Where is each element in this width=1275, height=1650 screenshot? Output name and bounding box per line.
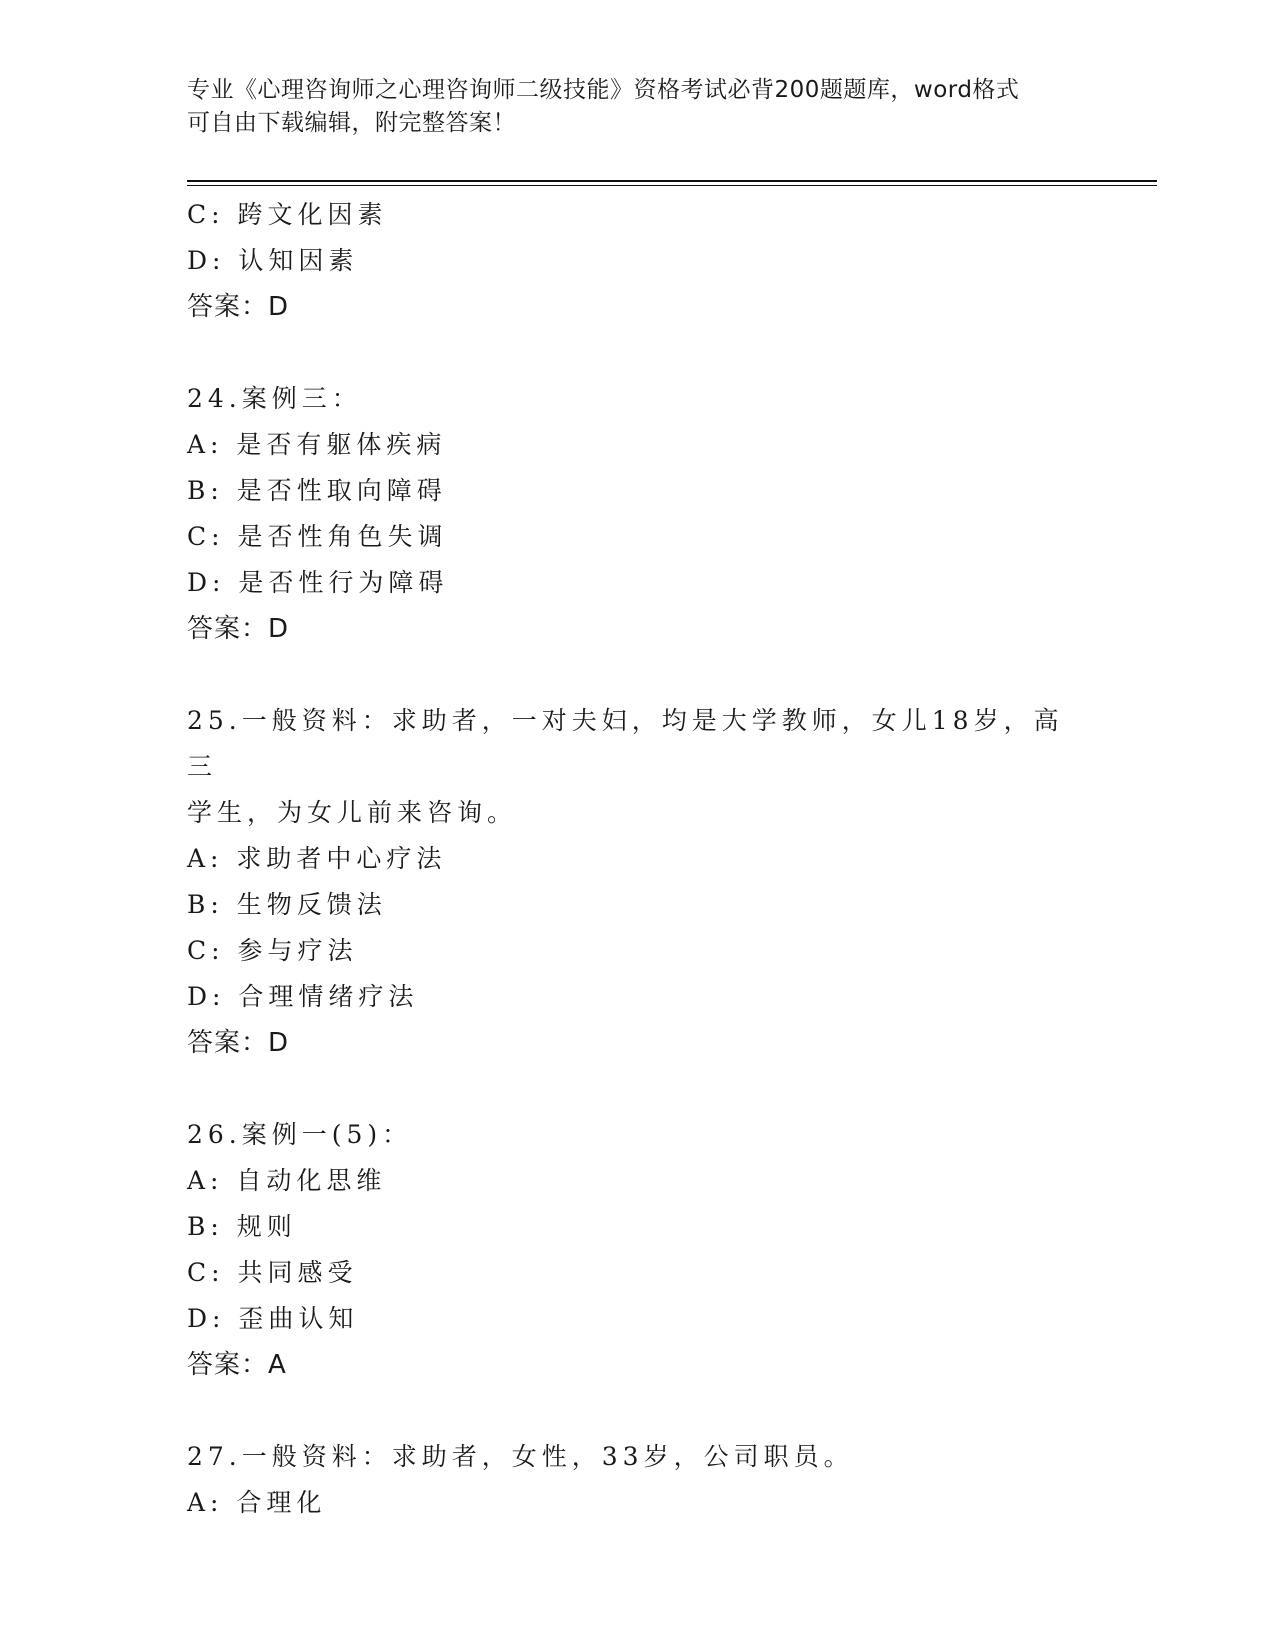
question-27 (187, 1434, 1087, 1526)
spacer (187, 652, 1087, 698)
answer-line: 答案：A (187, 1350, 287, 1380)
option-c: C: 共同感受 (187, 1258, 358, 1287)
option-c: C: 参与疗法 (187, 936, 358, 965)
header-divider-thin (187, 185, 1157, 186)
option-c: C: 跨文化因素 (187, 200, 388, 229)
question-25 (187, 698, 1087, 1066)
option-a: A: 求助者中心疗法 (187, 844, 447, 873)
answer-line: 答案：D (187, 1028, 290, 1058)
option-d: D: 合理情绪疗法 (187, 982, 419, 1011)
header-divider-thick (187, 180, 1157, 182)
spacer (187, 1066, 1087, 1112)
answer-line: 答案：D (187, 292, 290, 322)
option-c: C: 是否性角色失调 (187, 522, 448, 551)
option-b: B: 生物反馈法 (187, 890, 387, 919)
question-stem-line-1: 25.一般资料：求助者，一对夫妇，均是大学教师，女儿18岁，高三 (187, 706, 1064, 781)
header-title-line-1: 专业《心理咨询师之心理咨询师二级技能》资格考试必背200题题库，word格式 (187, 77, 1020, 103)
option-d: D: 是否性行为障碍 (187, 568, 449, 597)
question-stem-line-2: 学生，为女儿前来咨询。 (187, 798, 518, 827)
option-a: A: 是否有躯体疾病 (187, 430, 447, 459)
spacer (187, 330, 1087, 376)
question-list (187, 192, 1087, 1526)
option-a: A: 合理化 (187, 1488, 327, 1517)
option-a: A: 自动化思维 (187, 1166, 387, 1195)
question-stem: 26.案例一(5)： (187, 1120, 413, 1149)
option-b: B: 规则 (187, 1212, 297, 1241)
header-title-line-2: 可自由下载编辑，附完整答案！ (187, 110, 516, 136)
option-d: D: 歪曲认知 (187, 1304, 359, 1333)
document-header (187, 74, 1067, 140)
question-stem: 24.案例三： (187, 384, 362, 413)
answer-line: 答案：D (187, 614, 290, 644)
question-24 (187, 376, 1087, 652)
question-stem: 27.一般资料：求助者，女性，33岁，公司职员。 (187, 1442, 854, 1471)
option-b: B: 是否性取向障碍 (187, 476, 447, 505)
question-26 (187, 1112, 1087, 1388)
spacer (187, 1388, 1087, 1434)
question-23 (187, 192, 1087, 330)
option-d: D: 认知因素 (187, 246, 359, 275)
